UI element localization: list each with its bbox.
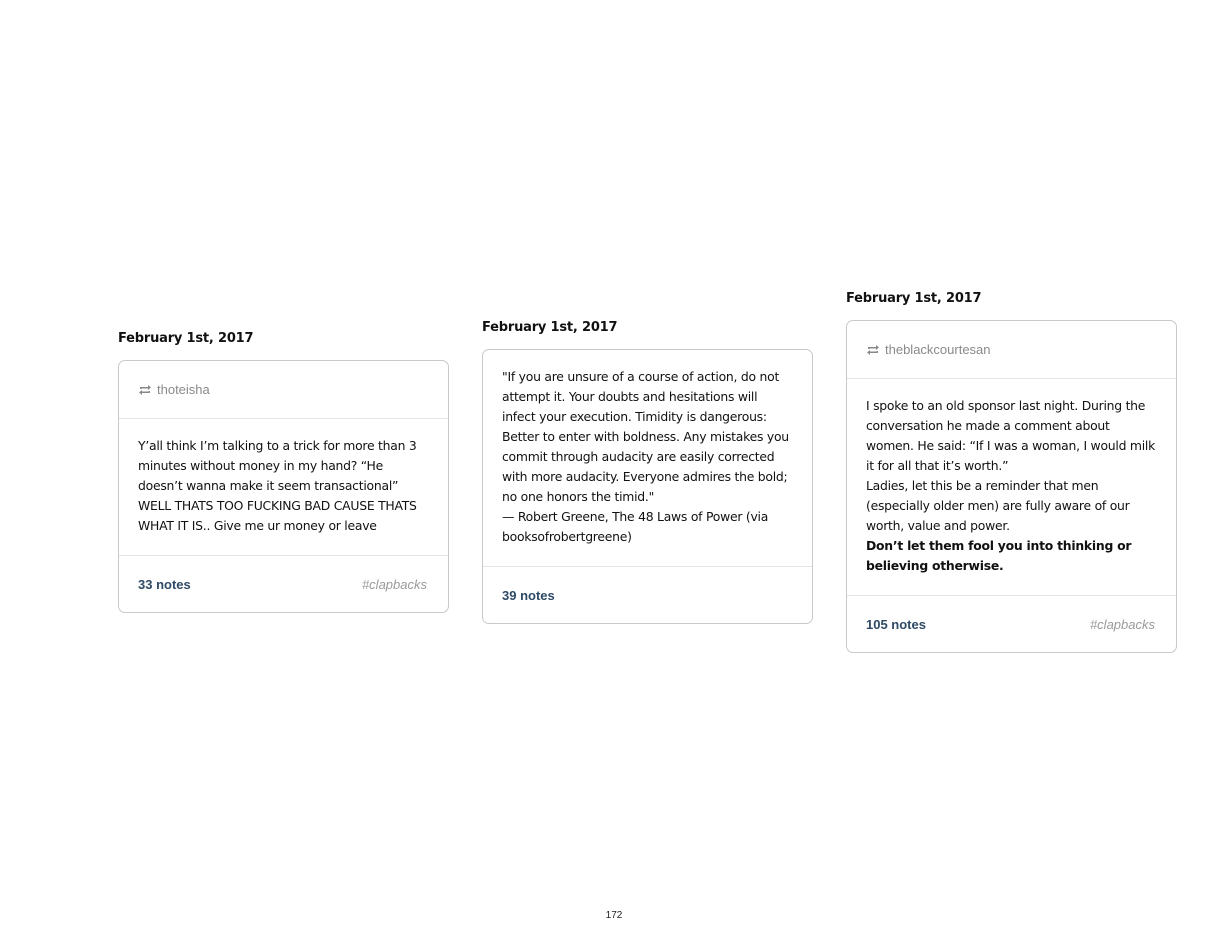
quote-paragraph: "If you are unsure of a course of action, do not attempt it. Your doubts and hesitations will infect your execution. Timidity is dangerous: Better to enter with boldness. Any mistakes you commit through audacity are easily corrected with more audacity. Everyone admires the bold; no one honors the timid." [502,369,789,504]
post-bold-paragraph: Don’t let them fool you into thinking or believing otherwise. [866,538,1132,573]
post-paragraph: Ladies, let this be a reminder that men (especially older men) are fully aware of our worth, value and power. [866,478,1130,533]
notes-count-link[interactable]: 39 notes [502,587,555,603]
reblogged-from-username[interactable]: theblackcourtesan [885,342,991,357]
post-card [482,349,813,624]
post-footer [847,596,1176,652]
post-column-2 [482,319,813,624]
page-number: 172 [605,910,623,921]
notes-count-link[interactable]: 33 notes [138,576,191,592]
post-card [846,320,1177,653]
post-tag-link[interactable]: #clapbacks [1089,616,1155,632]
post-paragraph: Y’all think I’m talking to a trick for more than 3 minutes without money in my hand? “He doesn’t wanna make it seem transactional” WELL THATS TOO FUCKING BAD CAUSE THATS WHAT IT IS.. Give me ur money or leave [138,438,417,533]
post-column-1 [118,330,449,613]
quote-attribution: — Robert Greene, The 48 Laws of Power (via booksofrobertgreene) [502,509,769,544]
post-date: February 1st, 2017 [846,291,982,306]
post-body [483,350,812,567]
post-footer [119,556,448,612]
post-date: February 1st, 2017 [482,320,618,335]
notes-count-link[interactable]: 105 notes [866,616,926,632]
reblogged-from-username[interactable]: thoteisha [157,382,210,397]
post-header [119,361,448,419]
post-header [847,321,1176,379]
post-date: February 1st, 2017 [118,331,254,346]
post-card [118,360,449,613]
reblog-icon [138,384,152,396]
post-column-3 [846,290,1177,653]
post-paragraph: I spoke to an old sponsor last night. During the conversation he made a comment about women. He said: “If I was a woman, I would milk it for all that it’s worth.” [866,398,1156,473]
post-tag-link[interactable]: #clapbacks [361,576,427,592]
post-footer [483,567,812,623]
post-body [847,379,1176,596]
post-body [119,419,448,556]
reblog-icon [866,344,880,356]
